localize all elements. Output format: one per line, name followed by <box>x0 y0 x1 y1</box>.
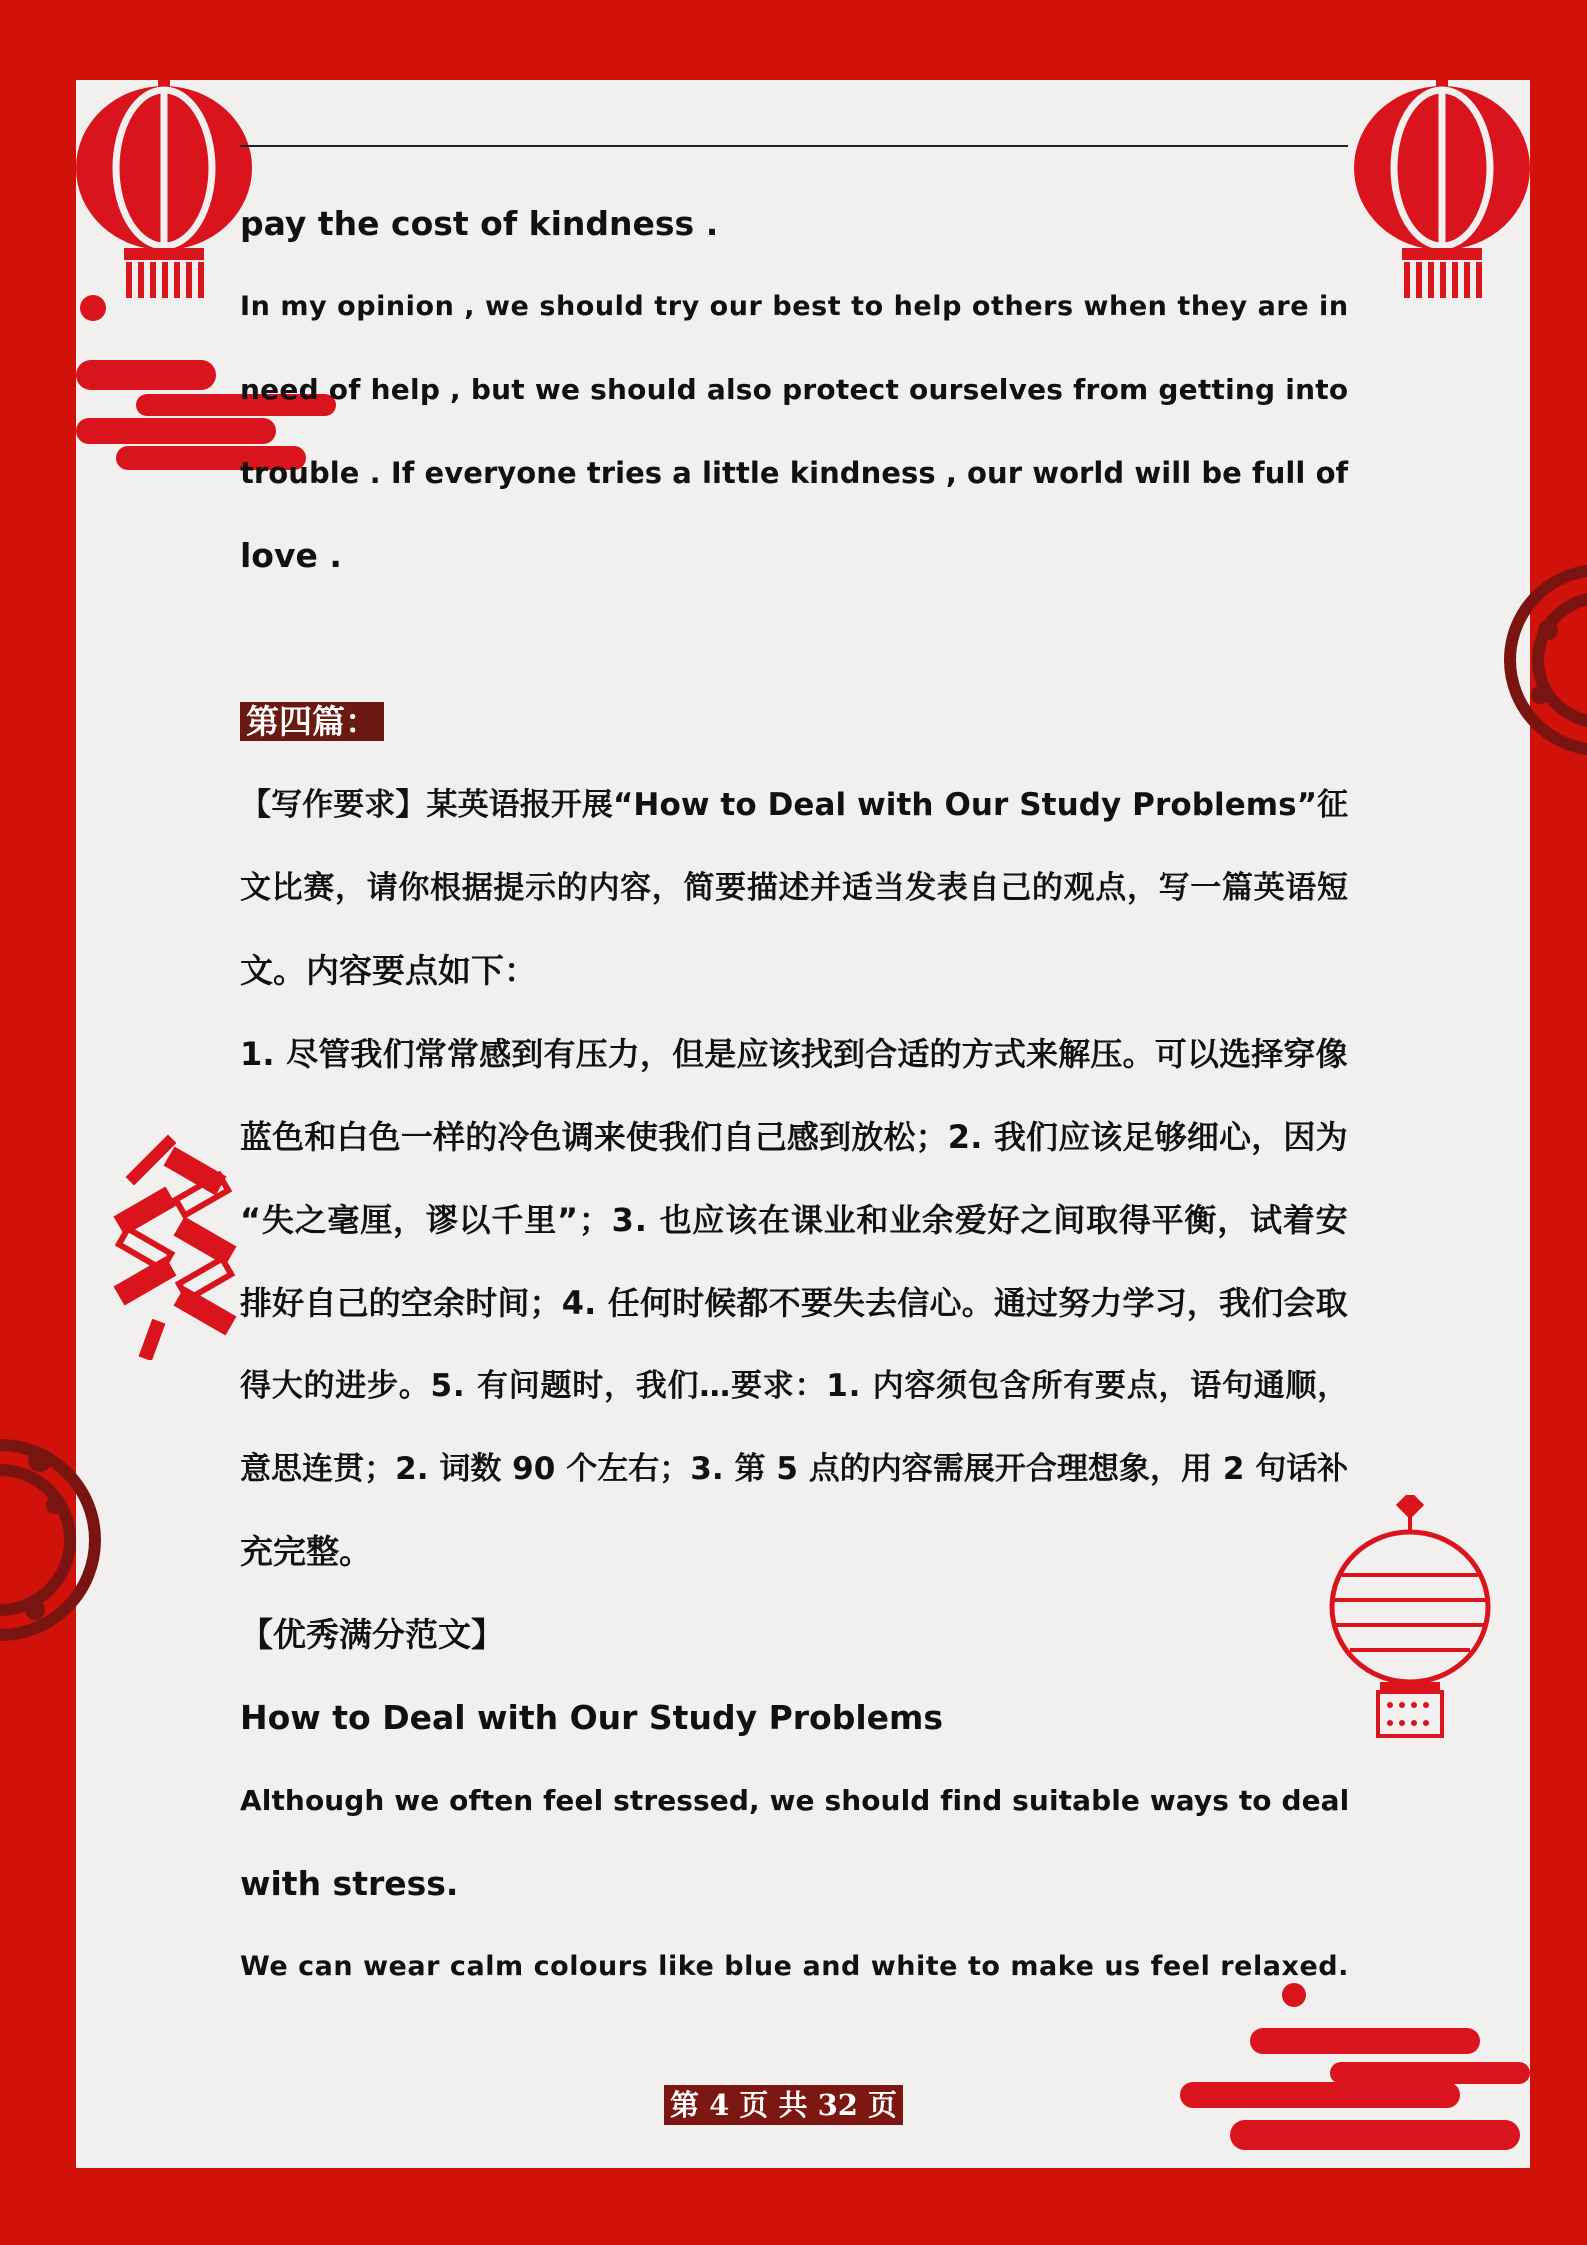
text-line <box>240 1115 1348 1159</box>
text-line-content: 排好自己的空余时间；4. 任何时候都不要失去信心。通过努力学习，我们会取 <box>240 1284 1348 1322</box>
text-line <box>240 1198 1348 1242</box>
text-line-content: 得大的进步。5. 有问题时，我们…要求：1. 内容须包含所有要点，语句通顺， <box>240 1368 1350 1404</box>
circle-pattern-left-icon <box>0 1340 120 1760</box>
text-line <box>240 866 1348 910</box>
text-line <box>240 1945 1348 1989</box>
text-line <box>240 1779 1348 1823</box>
page-number: 第 4 页 共 32 页 <box>664 2085 903 2125</box>
section-heading <box>240 700 384 744</box>
text-line <box>240 1032 1348 1076</box>
text-line <box>240 1447 1348 1491</box>
text-line: with stress. <box>240 1864 459 1903</box>
section-heading-label: 第四篇： <box>240 702 384 741</box>
text-line-content: trouble . If everyone tries a little kindness , our world will be full of <box>240 456 1349 490</box>
text-line-content: need of help , but we should also protect ourselves from getting into <box>240 373 1349 406</box>
circle-pattern-right-icon <box>1500 520 1587 840</box>
text-line-content: 蓝色和白色一样的冷色调来使我们自己感到放松；2. 我们应该足够细心，因为 <box>240 1118 1348 1156</box>
text-line: pay the cost of kindness . <box>240 204 719 243</box>
lantern-bottom-right-icon <box>1328 1495 1498 1740</box>
text-line-content: 文比赛，请你根据提示的内容，简要描述并适当发表自己的观点，写一篇英语短 <box>240 870 1349 906</box>
knot-ornament-icon <box>105 1120 255 1360</box>
text-line-content: In my opinion , we should try our best to help others when they are in <box>240 291 1349 322</box>
text-line: 充完整。 <box>240 1532 372 1571</box>
header-rule <box>240 145 1348 147</box>
lantern-top-right-icon <box>1352 80 1532 300</box>
text-line <box>240 451 1348 495</box>
text-line-content: 【写作要求】某英语报开展“How to Deal with Our Study Problems”征 <box>240 787 1349 823</box>
lantern-top-left-icon <box>74 80 254 300</box>
text-line <box>240 783 1348 827</box>
text-line-content: Although we often feel stressed, we should find suitable ways to deal <box>240 1784 1350 1817</box>
text-line <box>240 1364 1348 1408</box>
text-line-content: We can wear calm colours like blue and white to make us feel relaxed. <box>240 1951 1349 1982</box>
text-line <box>240 1281 1348 1325</box>
text-line-content: “失之毫厘，谬以千里”；3. 也应该在课业和业余爱好之间取得平衡，试着安 <box>240 1201 1349 1239</box>
text-line-content: 意思连贯；2. 词数 90 个左右；3. 第 5 点的内容需展开合理想象，用 2 句话补 <box>240 1451 1349 1487</box>
cloud-stripes-bottom-right-icon <box>1180 1980 1540 2160</box>
text-line-content: 1. 尽管我们常常感到有压力，但是应该找到合适的方式来解压。可以选择穿像 <box>240 1035 1348 1073</box>
text-line <box>240 285 1348 329</box>
text-line: 【优秀满分范文】 <box>240 1615 504 1654</box>
essay-title: How to Deal with Our Study Problems <box>240 1698 944 1737</box>
text-line <box>240 368 1348 412</box>
text-line: love . <box>240 536 342 575</box>
text-line: 文。内容要点如下： <box>240 951 537 990</box>
